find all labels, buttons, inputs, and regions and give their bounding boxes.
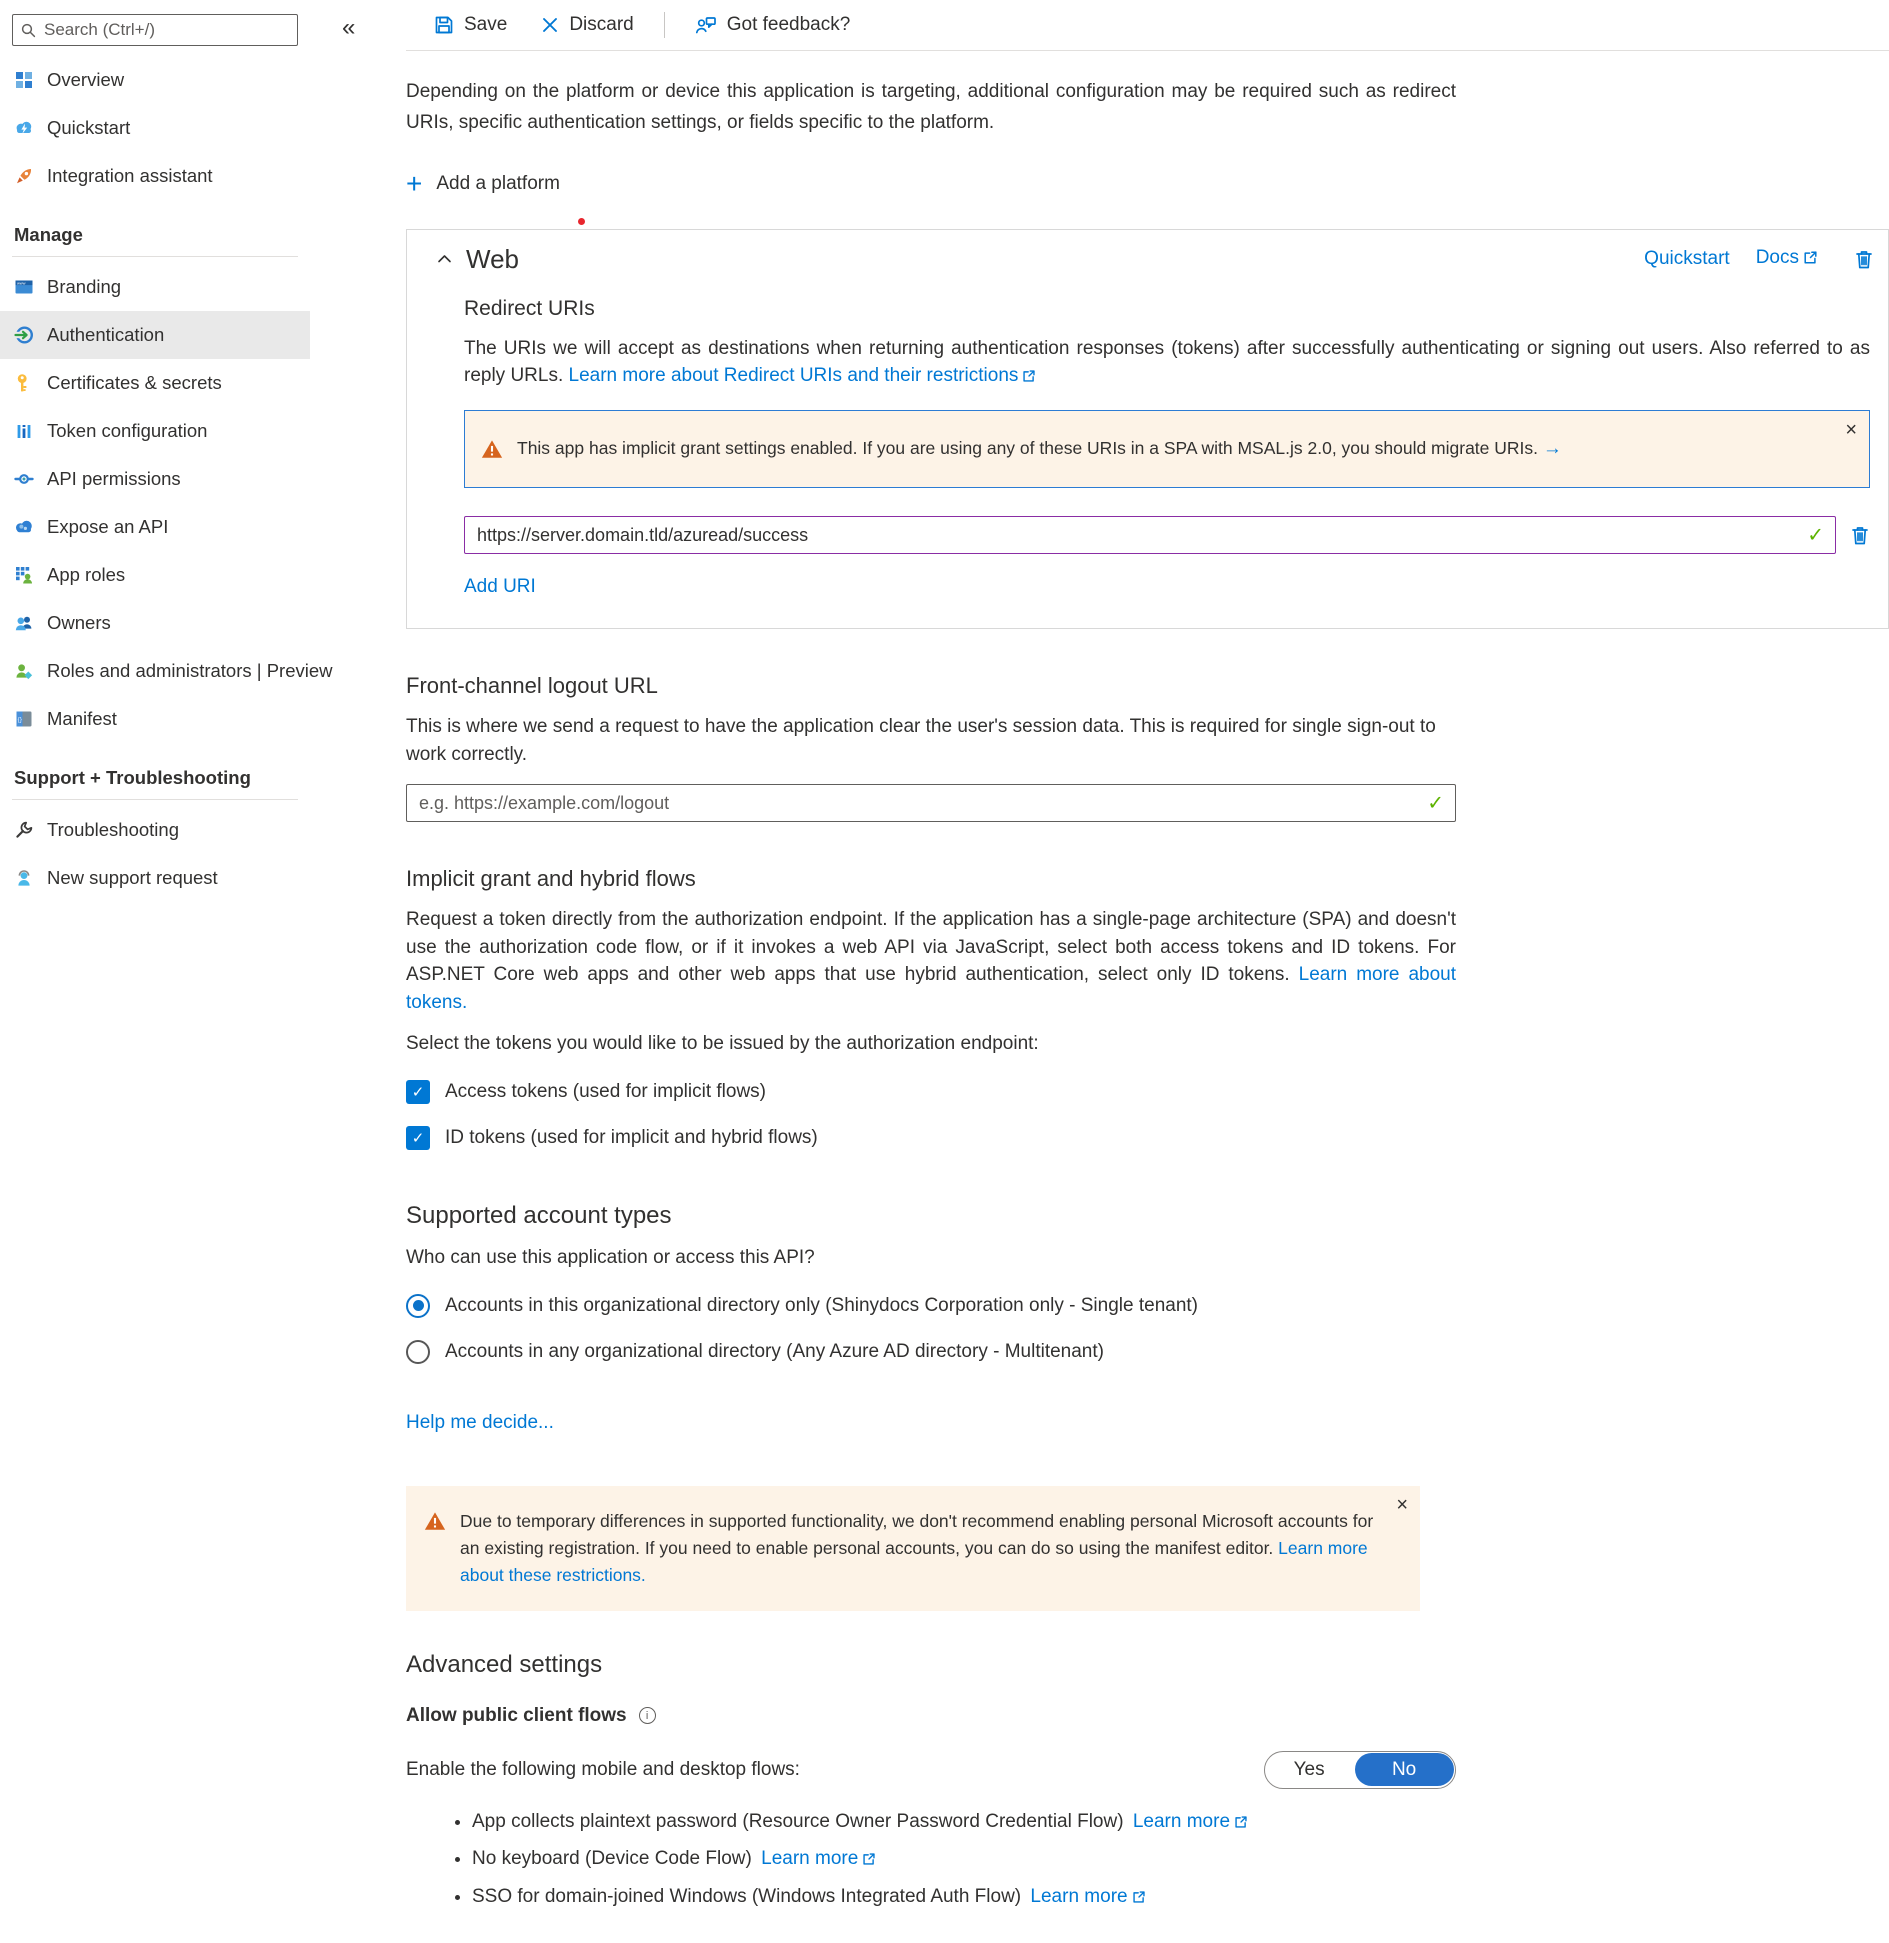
valid-check-icon: ✓ [1427, 792, 1444, 815]
info-icon[interactable]: i [639, 1707, 656, 1724]
sidebar-item-new-support-request[interactable] [0, 854, 310, 902]
sidebar-item-label: Authentication [47, 324, 165, 345]
chevron-up-icon [437, 254, 452, 264]
list-item: • SSO for domain-joined Windows (Windows Integrated Auth Flow) Learn more [472, 1884, 1456, 1913]
support-person-icon [14, 868, 34, 888]
sidebar-item-api-permissions[interactable] [0, 455, 310, 503]
sidebar-item-certificates-secrets[interactable] [0, 359, 310, 407]
branding-icon [14, 277, 34, 297]
sidebar-item-integration-assistant[interactable] [0, 152, 310, 200]
svg-text:{}: {} [17, 716, 22, 724]
overview-icon [14, 70, 34, 90]
toggle-no-option[interactable]: No [1355, 1753, 1454, 1786]
trash-icon [1850, 525, 1870, 546]
wrench-icon [14, 820, 34, 840]
learn-more-link[interactable]: Learn more [1030, 1886, 1145, 1907]
sidebar-item-label: Integration assistant [47, 165, 213, 186]
sidebar-item-branding[interactable] [0, 263, 310, 311]
add-platform-button[interactable]: + Add a platform [406, 167, 560, 199]
sidebar-item-owners[interactable] [0, 599, 310, 647]
toolbar-divider [664, 12, 665, 38]
web-card-title: Web [466, 243, 519, 274]
help-me-decide-link[interactable]: Help me decide... [406, 1411, 554, 1433]
valid-check-icon: ✓ [1807, 524, 1824, 547]
save-icon [434, 15, 454, 35]
delete-platform-button[interactable] [1854, 249, 1874, 270]
checkbox-label: Access tokens (used for implicit flows) [445, 1080, 766, 1102]
implicit-grant-description: Request a token directly from the authorization endpoint. If the application has a single-page architecture (SPA) and doesn't use the authorization code flow, or if it invokes a web API via JavaScript, select both access tokens and ID tokens. For ASP.NET Core web apps and other web apps that use hybrid authentication, select only ID tokens. Learn more about tokens. [406, 909, 1456, 1013]
search-icon [21, 23, 36, 38]
web-platform-card [406, 229, 1889, 630]
sidebar-item-authentication[interactable] [0, 311, 310, 359]
sidebar-item-expose-an-api[interactable] [0, 503, 310, 551]
sidebar-item-label: Token configuration [47, 420, 208, 441]
logout-url-field-wrap [406, 784, 1456, 822]
sidebar-item-label: API permissions [47, 468, 181, 489]
sidebar-item-quickstart[interactable] [0, 104, 310, 152]
web-card-header [437, 244, 1874, 275]
sidebar-item-label: Certificates & secrets [47, 372, 222, 393]
supported-account-types-heading: Supported account types [406, 1201, 672, 1229]
redirect-uris-heading: Redirect URIs [464, 296, 595, 320]
sidebar-item-label: Owners [47, 612, 111, 633]
close-icon[interactable]: × [1396, 1493, 1408, 1516]
id-tokens-checkbox[interactable]: ✓ [406, 1126, 430, 1150]
single-tenant-option-row [406, 1294, 1456, 1318]
command-bar [406, 0, 1889, 51]
delete-uri-button[interactable] [1850, 525, 1870, 546]
advanced-settings-heading: Advanced settings [406, 1650, 603, 1678]
expose-api-icon [14, 517, 34, 537]
access-tokens-checkbox[interactable]: ✓ [406, 1080, 430, 1104]
external-link-icon [1022, 367, 1036, 388]
sidebar-item-label: New support request [47, 867, 218, 888]
enable-flows-row [406, 1751, 1456, 1789]
implicit-grant-heading: Implicit grant and hybrid flows [406, 866, 696, 892]
search-input[interactable] [44, 20, 289, 40]
warning-text: This app has implicit grant settings enabled. If you are using any of these URIs in a SPA with MSAL.js 2.0, you should migrate URIs. → [517, 437, 1562, 459]
discard-x-icon [541, 16, 559, 34]
sidebar-item-label: Roles and administrators | Preview [47, 660, 333, 681]
radio-label: Accounts in any organizational directory (Any Azure AD directory - Multitenant) [445, 1340, 1104, 1362]
toggle-yes-option[interactable]: Yes [1293, 1758, 1325, 1780]
sidebar-item-overview[interactable] [0, 56, 310, 104]
warning-triangle-icon [424, 1511, 446, 1531]
roles-administrators-icon [14, 661, 34, 681]
app-roles-icon [14, 565, 34, 585]
migrate-arrow-icon[interactable]: → [1542, 437, 1562, 459]
sidebar-item-label: Branding [47, 276, 122, 297]
sidebar-divider [12, 256, 298, 257]
platform-intro-text: Depending on the platform or device this application is targeting, additional configuration may be required such as redirect URIs, specific authentication settings, or fields specific to the platform. [406, 81, 1456, 133]
redirect-uri-input[interactable] [464, 516, 1836, 554]
key-icon [14, 373, 34, 393]
quickstart-icon [14, 118, 34, 138]
warning-text: Due to temporary differences in supported functionality, we don't recommend enabling personal Microsoft accounts for an existing registration. If you need to enable personal accounts, you can do so using the manifest editor. Learn more about these restrictions. [460, 1510, 1374, 1585]
learn-more-tokens-link[interactable]: Learn more about tokens. [406, 964, 1456, 1013]
close-icon[interactable]: × [1845, 418, 1857, 441]
api-permissions-icon [14, 469, 34, 489]
sidebar-item-token-configuration[interactable] [0, 407, 310, 455]
public-client-toggle[interactable] [1264, 1751, 1456, 1789]
flow-bullet-list [472, 1809, 1456, 1913]
select-tokens-label: Select the tokens you would like to be issued by the authorization endpoint: [406, 1033, 1039, 1055]
token-configuration-icon [14, 421, 34, 441]
add-uri-link[interactable]: Add URI [464, 576, 536, 598]
sidebar-item-troubleshooting[interactable] [0, 806, 310, 854]
multitenant-radio[interactable] [406, 1340, 430, 1364]
allow-public-client-row [406, 1705, 1456, 1727]
sidebar-search-row [0, 12, 310, 56]
save-button[interactable]: Save [422, 14, 519, 36]
sidebar [0, 0, 333, 1943]
warning-triangle-icon [481, 439, 503, 459]
feedback-button[interactable]: Got feedback? [683, 14, 863, 36]
learn-more-link[interactable]: Learn more [761, 1848, 876, 1869]
sidebar-item-label: Manifest [47, 708, 117, 729]
discard-button[interactable]: Discard [529, 14, 645, 36]
redirect-uris-description: The URIs we will accept as destinations when returning authentication responses (tokens) after successfully authenticating or signing out users. Also referred to as reply URLs. Learn more about Redirect URIs and their restrictions [464, 337, 1870, 387]
list-item: • App collects plaintext password (Resource Owner Password Credential Flow) Learn more [472, 1809, 1456, 1838]
front-channel-description: This is where we send a request to have the application clear the user's session data. This is required for single sign-out to work correctly. [406, 716, 1436, 765]
web-card-wrap [406, 229, 1889, 630]
redirect-uri-row [464, 516, 1870, 554]
sidebar-item-label: Expose an API [47, 516, 169, 537]
sidebar-item-label: Quickstart [47, 117, 131, 138]
feedback-icon [695, 15, 717, 35]
enable-flows-label: Enable the following mobile and desktop flows: [406, 1758, 800, 1780]
multitenant-option-row [406, 1340, 1456, 1364]
implicit-grant-warning-banner [464, 410, 1870, 489]
learn-more-link[interactable]: Learn more [1133, 1811, 1248, 1832]
front-channel-heading: Front-channel logout URL [406, 673, 658, 699]
radio-label: Accounts in this organizational directory only (Shinydocs Corporation only - Single tenant) [445, 1294, 1199, 1316]
manifest-icon [14, 709, 34, 729]
search-box[interactable] [12, 14, 298, 46]
access-tokens-row [406, 1080, 1456, 1104]
sidebar-item-label: Overview [47, 69, 125, 90]
sidebar-section-support: Support + Troubleshooting [14, 767, 251, 788]
sidebar-item-label: Troubleshooting [47, 819, 179, 840]
sidebar-collapse-button[interactable]: « [342, 14, 356, 41]
integration-assistant-icon [14, 166, 34, 186]
personal-accounts-warning-banner [406, 1486, 1420, 1611]
authentication-icon [14, 325, 34, 345]
sidebar-section-manage: Manage [14, 224, 83, 245]
single-tenant-radio[interactable] [406, 1294, 430, 1318]
redirect-uri-field-wrap [464, 516, 1836, 554]
collapse-section-button[interactable] [437, 254, 452, 264]
allow-public-client-label: Allow public client flows [406, 1704, 627, 1726]
external-link-icon [1803, 249, 1818, 270]
external-link-icon [862, 1850, 876, 1871]
id-tokens-row [406, 1126, 1456, 1150]
sidebar-item-roles-administrators[interactable] [0, 647, 333, 695]
checkbox-label: ID tokens (used for implicit and hybrid flows) [445, 1126, 818, 1148]
plus-icon: + [406, 167, 423, 199]
owners-icon [14, 613, 34, 633]
svg-text:www: www [17, 280, 26, 286]
sidebar-divider [12, 799, 298, 800]
external-link-icon [1234, 1813, 1248, 1834]
unsaved-change-dot [578, 218, 585, 225]
redirect-uris-learn-more-link[interactable]: Learn more about Redirect URIs and their restrictions [569, 365, 1037, 386]
sidebar-item-manifest[interactable] [0, 695, 310, 743]
logout-url-input[interactable] [406, 784, 1456, 822]
main-content [310, 0, 1889, 1943]
quickstart-link[interactable]: Quickstart [1644, 248, 1730, 270]
trash-icon [1854, 249, 1874, 270]
external-link-icon [1132, 1888, 1146, 1909]
restrictions-learn-more-link[interactable]: Learn more about these restrictions. [460, 1537, 1368, 1585]
web-card-body [437, 297, 1874, 599]
account-types-question: Who can use this application or access this API? [406, 1246, 815, 1268]
sidebar-item-app-roles[interactable] [0, 551, 310, 599]
list-item: • No keyboard (Device Code Flow) Learn more [472, 1846, 1456, 1875]
docs-link[interactable]: Docs [1756, 247, 1818, 271]
sidebar-item-label: App roles [47, 564, 126, 585]
